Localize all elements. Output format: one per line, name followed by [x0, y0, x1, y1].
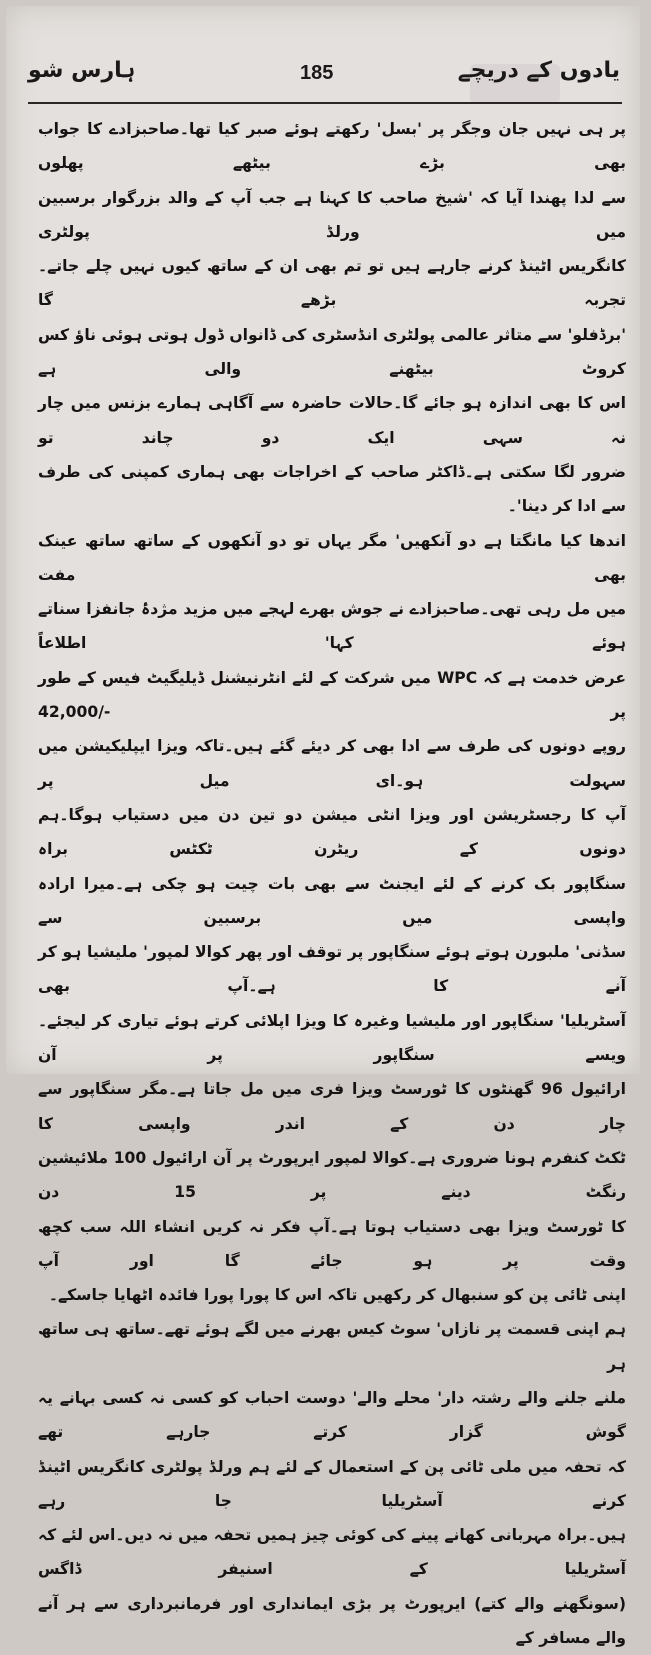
text-line: اندھا کیا مانگتا ہے دو آنکھیں' مگر یہاں تو دو آنکھوں کے ساتھ ساتھ عینک بھی مفت	[38, 531, 626, 584]
text-line: ہیں۔براہ مہربانی کھانے پینے کی کوئی چیز ہمیں تحفہ میں نہ دیں۔اس لئے کہ آسٹریلیا کے اسنیفر ڈاگس	[38, 1526, 626, 1579]
text-line: 'برڈفلو' سے متاثر عالمی پولٹری انڈسٹری کی ڈانواں ڈول ہوتی ہوئی ناؤ کس کروٹ بیٹھنے والی ہے	[38, 325, 626, 379]
text-line: ضرور لگا سکتی ہے۔ڈاکٹر صاحب کے اخراجات بھی ہماری کمپنی کی طرف سے ادا کر دینا'۔	[38, 462, 626, 516]
text-line: اس کا بھی اندازہ ہو جائے گا۔حالات حاضرہ سے آگاہی ہمارے بزنس میں چار نہ سہی ایک دو چاند تو	[38, 394, 626, 447]
text-line: عرض خدمت ہے کہ WPC میں شرکت کے لئے انٹرنیشنل ڈیلیگیٹ فیس کے طور پر -/42,000	[38, 668, 627, 722]
text-line: آپ کا رجسٹریشن اور ویزا انٹی میشن دو تین دن میں دستیاب ہوگا۔ہم دونوں کے ریٹرن ٹکٹس براہ	[38, 805, 626, 859]
text-line: آسٹریلیا' سنگاپور اور ملیشیا وغیرہ کا ویزا اپلائی کرتے ہوئے تیاری کر لیجئے۔ویسے سنگاپور پر آن	[38, 1011, 626, 1065]
text-line: روپے دونوں کی طرف سے ادا بھی کر دیئے گئے ہیں۔تاکہ ویزا ایپلیکیشن میں سہولت ہو۔ای میل پر	[38, 737, 626, 790]
text-line: اپنی ٹائی پن کو سنبھال کر رکھیں تاکہ اس کا پورا پورا فائدہ اٹھایا جاسکے۔	[48, 1286, 626, 1305]
text-line: ملنے جلنے والے رشتہ دار' محلے والے' دوست احباب کو کسی نہ کسی بہانے یہ گوش گزار کرتے جارہے تھے	[38, 1388, 626, 1442]
text-line: (سونگھنے والے کتے) ایرپورٹ پر بڑی ایمانداری اور فرمانبرداری سے ہر آنے والے مسافر کے	[38, 1594, 626, 1648]
text-line: کہ تحفہ میں ملی ٹائی پن کے استعمال کے لئے ہم ورلڈ پولٹری کانگریس اٹینڈ کرنے آسٹریلیا جا رہے	[38, 1457, 626, 1510]
running-title: یادوں کے دریچے	[457, 58, 620, 83]
page-number: 185	[300, 62, 334, 84]
text-line: کا ٹورسٹ ویزا بھی دستیاب ہوتا ہے۔آپ فکر نہ کریں انشاء اللہ سب کچھ وقت پر ہو جائے گا اور آپ	[38, 1217, 626, 1270]
text-line: سنگاپور بک کرنے کے لئے ایجنٹ سے بھی بات چیت ہو چکی ہے۔میرا ارادہ واپسی میں برسبین سے	[38, 874, 626, 927]
text-line: پر ہی نہیں جان وجگر پر 'بسل' رکھتے ہوئے صبر کیا تھا۔صاحبزادے کا جواب بھی بڑے بیٹھے پھلوں	[38, 120, 626, 173]
text-line: ارائیول 96 گھنٹوں کا ٹورسٹ ویزا فری میں مل جاتا ہے۔مگر سنگاپور سے چار دن کے اندر واپسی کا	[38, 1080, 627, 1133]
text-line: میں مل رہی تھی۔صاحبزادے نے جوش بھرے لہجے میں مزید مژدۂ جانفزا سناتے ہوئے کہا' اطلاعاً	[38, 600, 626, 653]
book-page	[6, 6, 640, 1648]
text-line: سے لدا پھندا آیا کہ 'شیخ صاحب کا کہنا ہے جب آپ کے والد بزرگوار برسبین میں ورلڈ پولٹری	[38, 188, 626, 241]
page-header	[6, 58, 640, 102]
text-line: ہم اپنی قسمت پر نازاں' سوٹ کیس بھرنے میں لگے ہوئے تھے۔ساتھ ہی ساتھ ہر	[38, 1320, 626, 1373]
running-author: ہارس شو	[28, 58, 136, 83]
text-line: سڈنی' ملبورن ہوتے ہوئے سنگاپور پر توقف اور پھر کوالا لمپور' ملیشیا ہو کر آنے کا ہے۔آپ بھی	[38, 943, 626, 996]
page-body	[38, 112, 626, 1655]
text-line: کانگریس اٹینڈ کرنے جارہے ہیں تو تم بھی ان کے ساتھ کیوں نہیں چلے جاتے۔تجربہ بڑھے گا	[38, 257, 626, 310]
text-line: ٹکٹ کنفرم ہونا ضروری ہے۔کوالا لمپور ایرپورٹ پر آن ارائیول 100 ملائیشین رنگٹ دینے پر 15 دن	[38, 1148, 626, 1202]
header-rule	[28, 102, 622, 104]
